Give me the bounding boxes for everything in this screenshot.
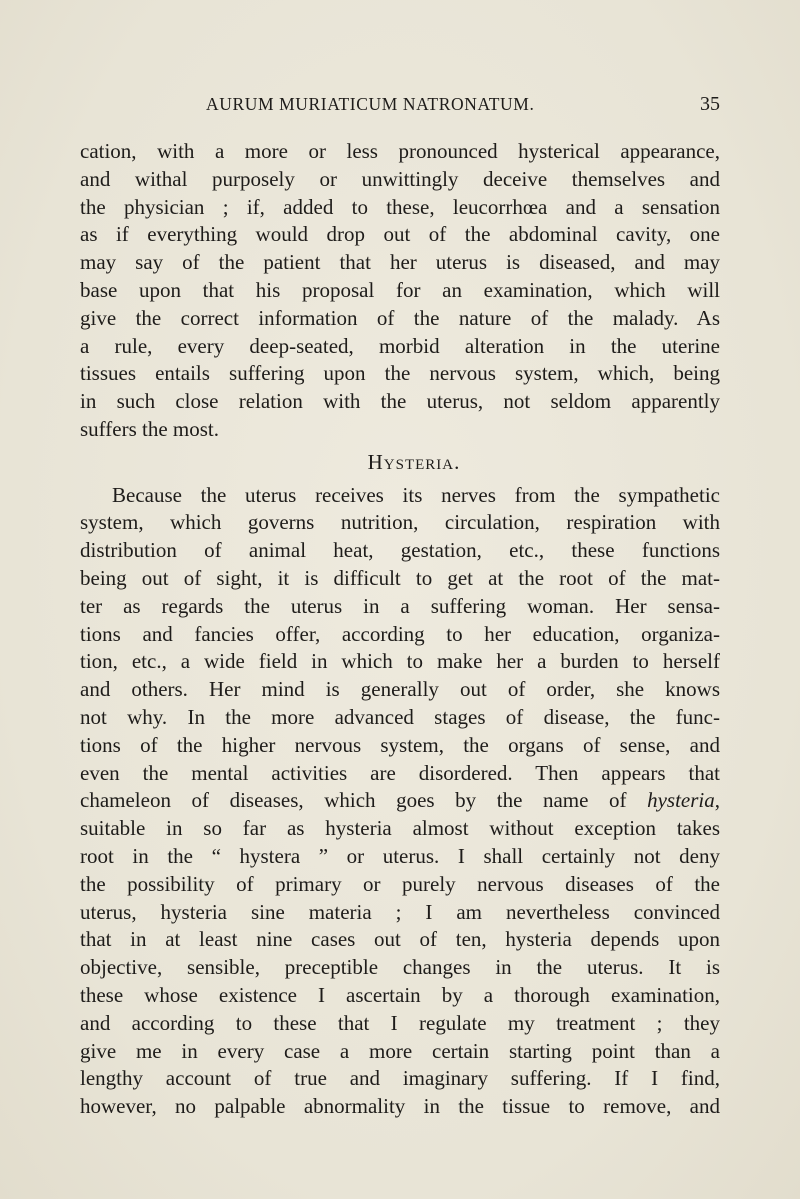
text-line: objective, sensible, preceptible changes in the uterus. It is	[80, 955, 720, 980]
text-line: these whose existence I ascertain by a thorough examination,	[80, 982, 720, 1007]
running-head	[80, 90, 720, 118]
section-heading: Hysteria.	[367, 449, 461, 474]
text-line: suitable in so far as hysteria almost without exception takes	[80, 816, 720, 841]
text-line: and withal purposely or unwittingly deceive themselves and	[80, 166, 720, 191]
text-line: a rule, every deep-seated, morbid alteration in the uterine	[80, 333, 720, 358]
text-line: suffers the most.	[80, 416, 220, 441]
paragraph-hysteria	[80, 482, 720, 1121]
text-line: cation, with a more or less pronounced hysterical appearance,	[80, 139, 720, 163]
body-text	[80, 138, 720, 1121]
text-line: not why. In the more advanced stages of disease, the func-	[80, 704, 720, 729]
text-line: being out of sight, it is difficult to get at the root of the mat-	[80, 565, 720, 590]
text-line: in such close relation with the uterus, not seldom apparently	[80, 389, 720, 414]
text-line: tions and fancies offer, according to her education, organiza-	[80, 621, 720, 646]
text-line: base upon that his proposal for an examination, which will	[80, 277, 720, 302]
paragraph-continuation	[80, 138, 720, 444]
italic-term: hysteria	[647, 788, 715, 813]
text-line: uterus, hysteria sine materia ; I am nevertheless convinced	[80, 899, 720, 924]
text-line: ter as regards the uterus in a suffering woman. Her sensa-	[80, 593, 720, 618]
text-line: as if everything would drop out of the abdominal cavity, one	[80, 222, 720, 247]
text-line: lengthy account of true and imaginary suffering. If I find,	[80, 1066, 720, 1091]
text-line: however, no palpable abnormality in the tissue to remove, and	[80, 1094, 720, 1119]
text-line: Because the uterus receives its nerves from the sympathetic	[112, 482, 720, 507]
text-line-with-italic	[80, 787, 720, 815]
text-line: may say of the patient that her uterus is diseased, and may	[80, 250, 720, 275]
text-line: and others. Her mind is generally out of order, she knows	[80, 677, 720, 702]
text-fragment: chameleon of diseases, which goes by the name of	[80, 788, 627, 813]
text-line: tions of the higher nervous system, the organs of sense, and	[80, 732, 720, 757]
text-line: even the mental activities are disordered. Then appears that	[80, 760, 720, 785]
page-number: 35	[700, 93, 720, 115]
text-line: tissues entails suffering upon the nervous system, which, being	[80, 361, 720, 386]
text-line: that in at least nine cases out of ten, hysteria depends upon	[80, 927, 720, 952]
text-line: distribution of animal heat, gestation, etc., these functions	[80, 538, 720, 563]
text-line: and according to these that I regulate my treatment ; they	[80, 1010, 720, 1035]
text-line: root in the “ hystera ” or uterus. I shall certainly not deny	[80, 843, 720, 868]
text-line: tion, etc., a wide field in which to make her a burden to herself	[80, 649, 720, 674]
text-line: the possibility of primary or purely nervous diseases of the	[80, 871, 720, 896]
punctuation: ,	[714, 788, 721, 813]
text-line: give me in every case a more certain starting point than a	[80, 1038, 720, 1063]
text-line: system, which governs nutrition, circulation, respiration with	[80, 510, 720, 535]
text-line: the physician ; if, added to these, leucorrhœa and a sensation	[80, 194, 720, 219]
text-line: give the correct information of the nature of the malady. As	[80, 305, 720, 330]
running-title: AURUM MURIATICUM NATRONATUM.	[206, 94, 535, 114]
